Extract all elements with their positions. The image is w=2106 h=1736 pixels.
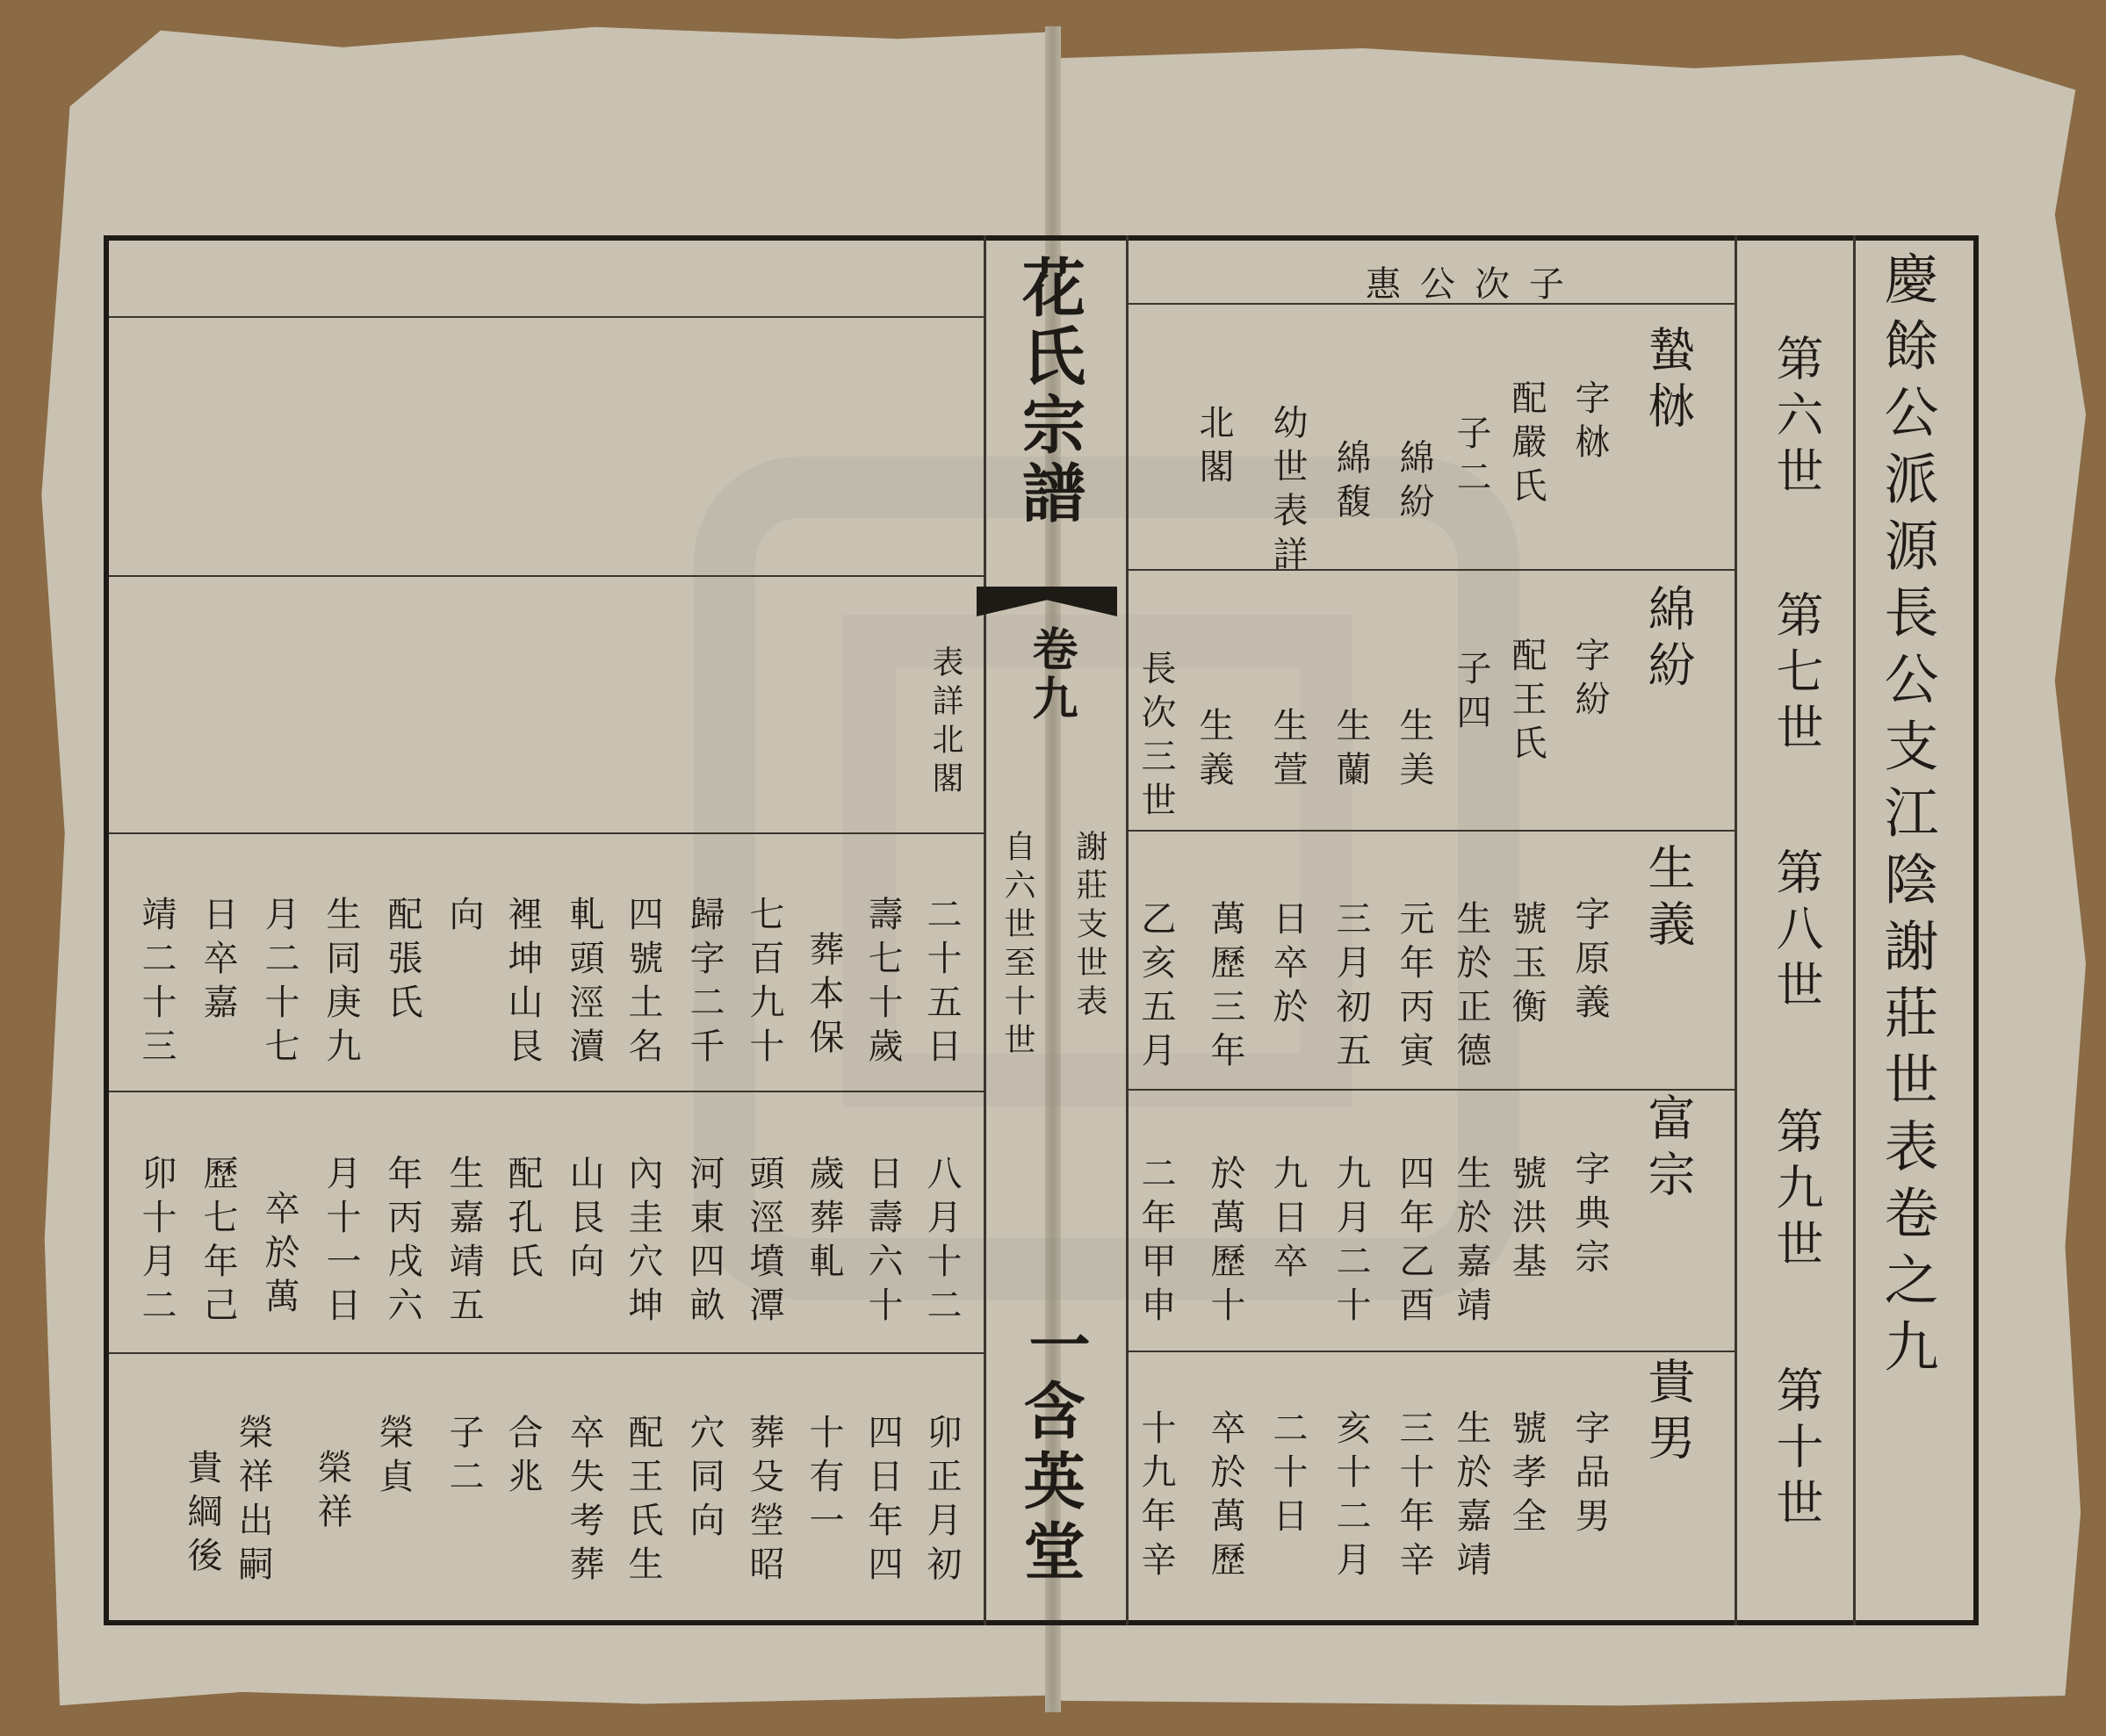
left-b3-col-5: 河東四畝	[684, 1155, 725, 1330]
shengyi-line-8: 乙亥五月	[1136, 900, 1176, 1076]
generation-6: 第六世	[1769, 334, 1824, 502]
book-title: 花氏宗譜	[1012, 255, 1086, 529]
frame-top	[104, 235, 1979, 241]
zhilin-line-4: 綿紛	[1394, 439, 1434, 527]
left-b3-col-4: 頭涇墳潭	[744, 1155, 784, 1330]
left-band-line-2	[109, 832, 984, 834]
person-name-guinan: 貴男	[1641, 1357, 1696, 1469]
left-b2-col-14: 靖二十三	[136, 896, 177, 1071]
left-b3-col-9: 生嘉靖五	[444, 1155, 484, 1330]
shengyi-line-6: 日卒於	[1267, 900, 1308, 1032]
left-b3-col-6: 內圭穴坤	[623, 1155, 663, 1330]
generation-8: 第八世	[1769, 847, 1824, 1016]
left-b3-col-7: 山艮向	[564, 1155, 604, 1286]
person-name-shengyi: 生義	[1641, 843, 1696, 955]
left-b4-col-2: 四日年四	[862, 1414, 903, 1589]
left-band-line-4	[109, 1352, 984, 1354]
left-b2-col-9: 向	[444, 896, 484, 940]
fuzong-line-2: 號洪基	[1506, 1155, 1547, 1286]
fuzong-line-8: 二年甲申	[1136, 1155, 1176, 1330]
person-name-zhilin: 蟄栤	[1641, 325, 1696, 437]
guinan-line-7: 卒於萬歷	[1205, 1409, 1245, 1585]
shengyi-line-2: 號玉衡	[1506, 900, 1547, 1032]
right-band-line-4	[1126, 1351, 1735, 1352]
frame-bottom	[104, 1620, 1979, 1625]
fuzong-line-4: 四年乙酉	[1394, 1155, 1434, 1330]
left-b2-col-3: 葬本保	[804, 931, 844, 1062]
shengyi-line-4: 元年丙寅	[1394, 900, 1434, 1076]
right-band-line-3	[1126, 1089, 1735, 1091]
left-band-line-0	[109, 316, 984, 318]
publisher-hall: 含英堂	[1013, 1379, 1086, 1589]
mianfen-line-2: 配王氏	[1506, 637, 1547, 768]
page-number: 一	[1019, 1313, 1092, 1383]
left-b4-col-7: 卒失考葬	[564, 1414, 604, 1589]
guinan-line-6: 二十日	[1267, 1409, 1308, 1541]
generation-9: 第九世	[1769, 1106, 1824, 1275]
guinan-line-3: 生於嘉靖	[1451, 1409, 1491, 1585]
left-b2-col-8: 裡坤山艮	[502, 896, 543, 1071]
left-b2-col-2: 壽七十歲	[862, 896, 903, 1071]
section-header: 慶餘公派源長公支江陰謝莊世表卷之九	[1875, 250, 1939, 1385]
person-name-mianfen: 綿紛	[1641, 584, 1696, 696]
fuzong-line-1: 字典宗	[1569, 1150, 1610, 1282]
shengyi-line-7: 萬歷三年	[1205, 900, 1245, 1076]
shengyi-line-5: 三月初五	[1331, 900, 1371, 1076]
left-b3-col-11: 月十一日	[321, 1155, 361, 1330]
fuzong-line-5: 九月二十	[1331, 1155, 1371, 1330]
guinan-line-2: 號孝全	[1506, 1409, 1547, 1541]
left-b2-col-12: 月二十七	[259, 896, 299, 1071]
left-b3-col-3: 歲葬軋	[804, 1155, 844, 1286]
left-band-line-1	[109, 575, 984, 577]
mianfen-line-6: 生萱	[1267, 707, 1308, 795]
left-b4-col-1: 卯正月初	[921, 1414, 962, 1589]
guinan-line-4: 三十年辛	[1394, 1409, 1434, 1585]
generation-7: 第七世	[1769, 590, 1824, 759]
left-b3-col-14: 卯十月二	[136, 1155, 177, 1330]
fuzong-line-3: 生於嘉靖	[1451, 1155, 1491, 1330]
left-b2-col-7: 軋頭涇瀆	[564, 896, 604, 1071]
zhilin-line-5: 綿馥	[1331, 439, 1371, 527]
frame-right	[1973, 235, 1979, 1625]
left-b3-col-2: 日壽六十	[862, 1155, 903, 1330]
zhilin-line-3: 子二	[1451, 414, 1491, 502]
left-b4-col-4: 葬殳塋昭	[744, 1414, 784, 1589]
left-b2-col-4: 七百九十	[744, 896, 784, 1071]
center-col-left	[984, 235, 986, 1625]
mianfen-line-3: 子四	[1451, 650, 1491, 738]
left-b2-col-1: 二十五日	[921, 896, 962, 1071]
left-b4-col-9: 子二	[444, 1414, 484, 1502]
right-band-line-1	[1126, 569, 1735, 571]
left-b3-col-10: 年丙戌六	[382, 1155, 422, 1330]
left-b4-col-13: 貴綱後	[182, 1449, 222, 1581]
left-b4-col-10: 榮貞	[373, 1414, 414, 1502]
generation-10: 第十世	[1769, 1365, 1824, 1534]
side-note: 表詳北閣	[927, 645, 963, 800]
zhilin-line-7: 北閣	[1194, 404, 1234, 492]
right-band-line-2	[1126, 830, 1735, 832]
left-b2-col-10: 配張氏	[382, 896, 422, 1027]
left-b2-col-6: 四號土名	[623, 896, 663, 1071]
left-b2-col-11: 生同庚九	[321, 896, 361, 1071]
left-b4-col-6: 配王氏生	[623, 1414, 663, 1589]
volume-label: 卷九	[1024, 625, 1078, 724]
shengyi-line-1: 字原義	[1569, 896, 1610, 1027]
left-b4-col-12: 榮祥出嗣	[233, 1414, 273, 1589]
center-col-right	[1126, 235, 1129, 1625]
left-b3-col-1: 八月十二	[921, 1155, 962, 1330]
generation-divider	[1735, 235, 1737, 1625]
guinan-line-8: 十九年辛	[1136, 1409, 1176, 1585]
mianfen-line-8: 長次三世	[1136, 650, 1176, 825]
table-title: 謝莊支世表	[1071, 830, 1107, 1023]
zhilin-line-1: 字栤	[1569, 379, 1610, 467]
guinan-line-1: 字品男	[1569, 1409, 1610, 1541]
left-b3-col-12: 卒於萬	[259, 1190, 299, 1322]
fuzong-line-6: 九日卒	[1267, 1155, 1308, 1286]
left-b2-col-5: 歸字二千	[684, 896, 725, 1071]
left-b3-col-13: 歷七年己	[198, 1155, 238, 1330]
guinan-line-5: 亥十二月	[1331, 1409, 1371, 1585]
top-label: 惠公次子	[1366, 264, 1583, 305]
left-b4-col-5: 穴同向	[684, 1414, 725, 1545]
mianfen-line-1: 字紛	[1569, 637, 1610, 724]
left-b4-col-11: 榮祥	[312, 1449, 352, 1537]
header-divider	[1853, 235, 1856, 1625]
shengyi-line-3: 生於正德	[1451, 900, 1491, 1076]
frame-left	[104, 235, 109, 1625]
left-b2-col-13: 日卒嘉	[198, 896, 238, 1027]
left-b3-col-8: 配孔氏	[502, 1155, 543, 1286]
zhilin-line-2: 配嚴氏	[1506, 379, 1547, 511]
mianfen-line-7: 生義	[1194, 707, 1234, 795]
left-band-line-3	[109, 1091, 984, 1092]
zhilin-line-6: 幼世表詳	[1267, 404, 1308, 580]
left-b4-col-3: 十有一	[804, 1414, 844, 1545]
fuzong-line-7: 於萬歷十	[1205, 1155, 1245, 1330]
mianfen-line-5: 生蘭	[1331, 707, 1371, 795]
volume-contents: 自六世至十世	[999, 830, 1035, 1062]
person-name-fuzong: 富宗	[1641, 1093, 1696, 1206]
left-b4-col-8: 合兆	[502, 1414, 543, 1502]
mianfen-line-4: 生美	[1394, 707, 1434, 795]
